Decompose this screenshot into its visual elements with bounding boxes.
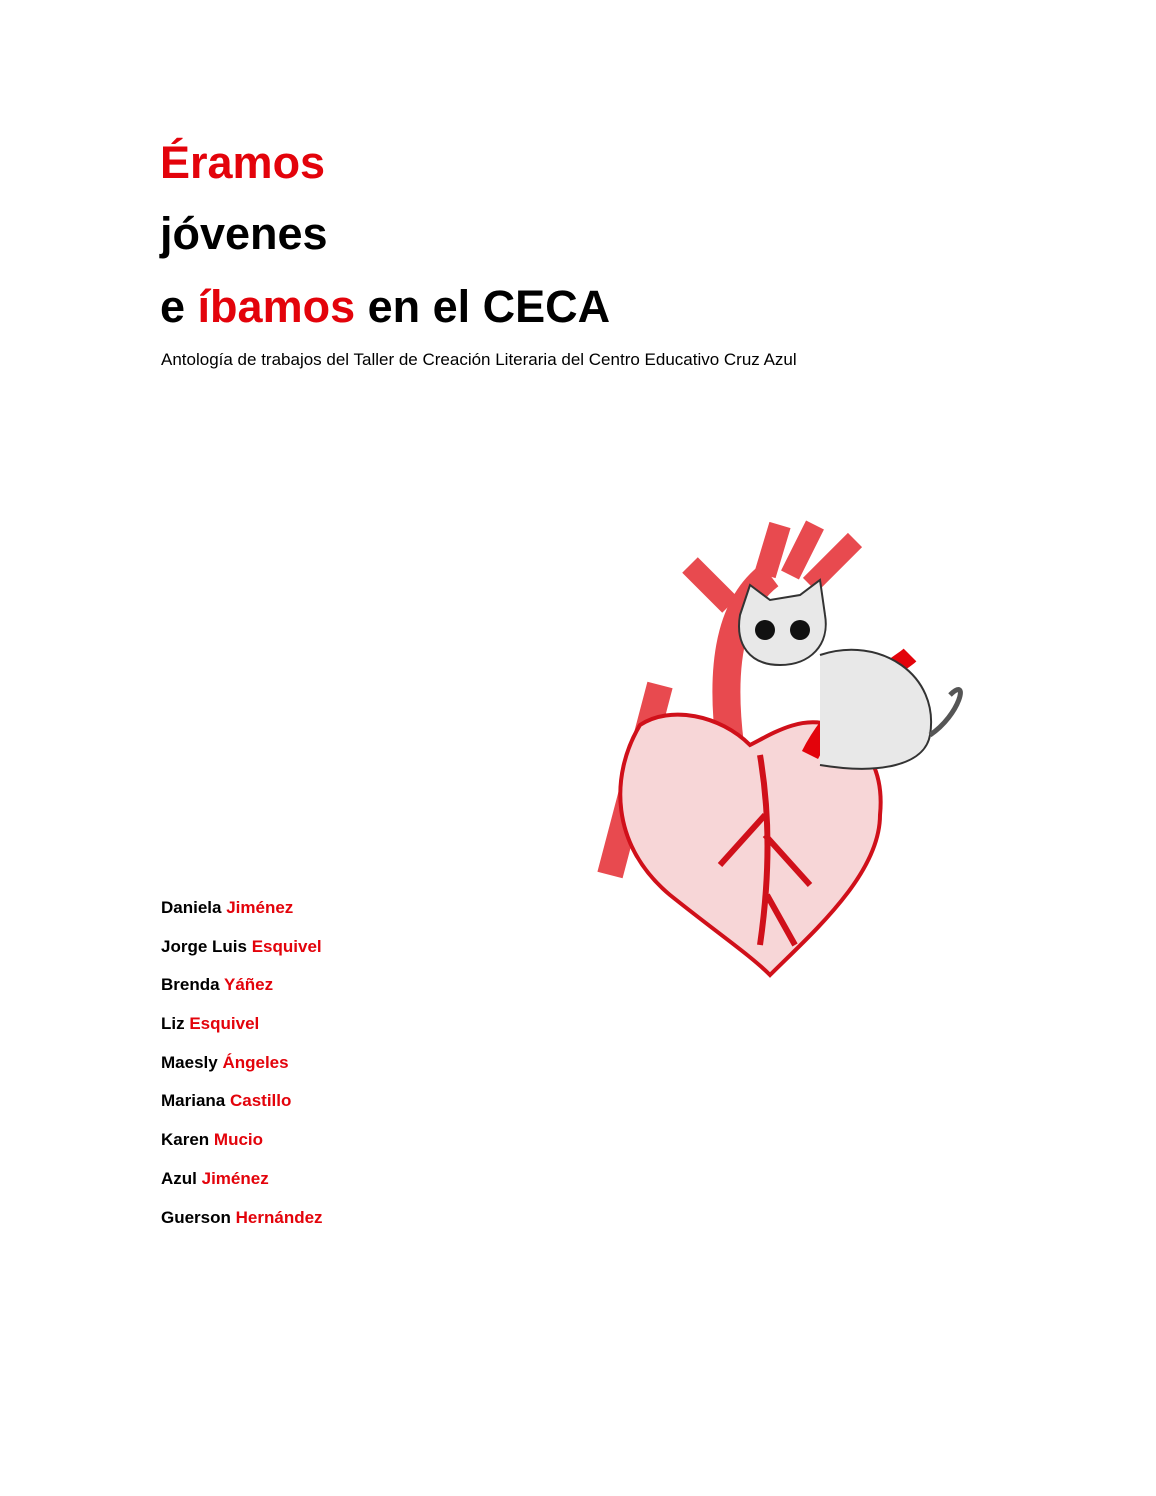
author-last-name: Yáñez: [224, 975, 274, 995]
title-prefix: e: [160, 281, 186, 332]
author-first-name: Azul: [161, 1168, 197, 1188]
author-first-name: Maesly: [161, 1052, 218, 1072]
author-name: [161, 1208, 323, 1247]
author-last-name: Esquivel: [251, 936, 322, 956]
author-last-name: Jiménez: [201, 1168, 269, 1188]
title-suffix: en el CECA: [367, 281, 611, 332]
author-last-name: Hernández: [235, 1207, 323, 1227]
author-last-name: Ángeles: [222, 1052, 289, 1072]
author-first-name: Mariana: [161, 1091, 226, 1111]
author-name: [161, 1014, 323, 1053]
author-first-name: Guerson: [161, 1207, 231, 1227]
author-last-name: Esquivel: [189, 1014, 260, 1034]
author-name: [161, 937, 323, 976]
author-last-name: Mucio: [213, 1130, 264, 1150]
author-name: [161, 1169, 323, 1208]
author-first-name: Karen: [161, 1130, 210, 1150]
title-line-2: jóvenes: [160, 208, 328, 259]
title-highlight: íbamos: [197, 281, 356, 332]
author-name: [161, 1091, 323, 1130]
author-first-name: Daniela: [161, 898, 222, 917]
title-line-3: [160, 281, 611, 332]
author-first-name: Jorge Luis: [161, 936, 247, 956]
heart-cat-illustration: [580, 515, 980, 985]
author-name: [161, 1130, 323, 1169]
author-name: [161, 975, 323, 1014]
title-line-1: Éramos: [160, 137, 326, 188]
subtitle: Antología de trabajos del Taller de Creación Literaria del Centro Educativo Cruz Azul: [161, 350, 797, 369]
author-first-name: Brenda: [161, 975, 220, 995]
author-first-name: Liz: [161, 1014, 185, 1034]
author-name: [161, 1053, 323, 1092]
author-last-name: Castillo: [229, 1091, 292, 1111]
author-name: [161, 898, 323, 937]
author-list: [161, 898, 323, 1246]
author-last-name: Jiménez: [226, 898, 294, 917]
